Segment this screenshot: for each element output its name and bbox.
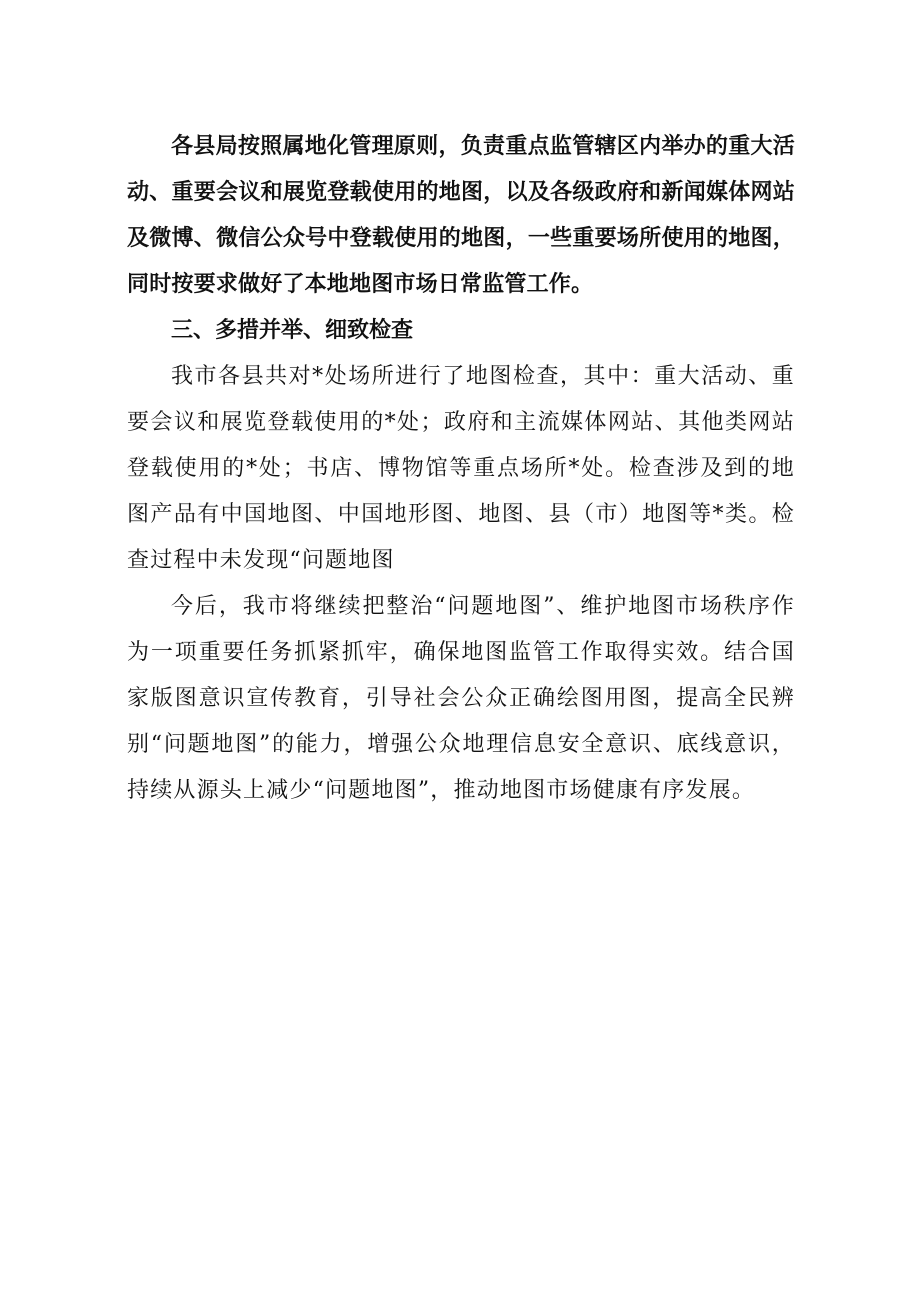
section-heading-inspection: 三、多措并举、细致检查 [171,318,414,343]
paragraph-local-supervision: 各县局按照属地化管理原则，负责重点监管辖区内举办的重大活动、重要会议和展览登载使用的地图，以及各级政府和新闻媒体网站及微博、微信公众号中登载使用的地图，一些重要场所使用的地图，同时按要求做好了本地地图市场日常监管工作。 [127,134,795,297]
document-body [127,124,795,814]
paragraph-future-plans: 今后，我市将继续把整治“问题地图”、维护地图市场秩序作为一项重要任务抓紧抓牢，确保地图监管工作取得实效。结合国家版图意识宣传教育，引导社会公众正确绘图用图，提高全民辨别“问题地图”的能力，增强公众地理信息安全意识、底线意识，持续从源头上减少“问题地图”，推动地图市场健康有序发展。 [127,594,795,803]
paragraph-inspection-results: 我市各县共对*处场所进行了地图检查，其中：重大活动、重要会议和展览登载使用的*处；政府和主流媒体网站、其他类网站登载使用的*处；书店、博物馆等重点场所*处。检查涉及到的地图产品有中国地图、中国地形图、地图、县（市）地图等*类。检查过程中未发现“问题地图 [127,364,795,573]
